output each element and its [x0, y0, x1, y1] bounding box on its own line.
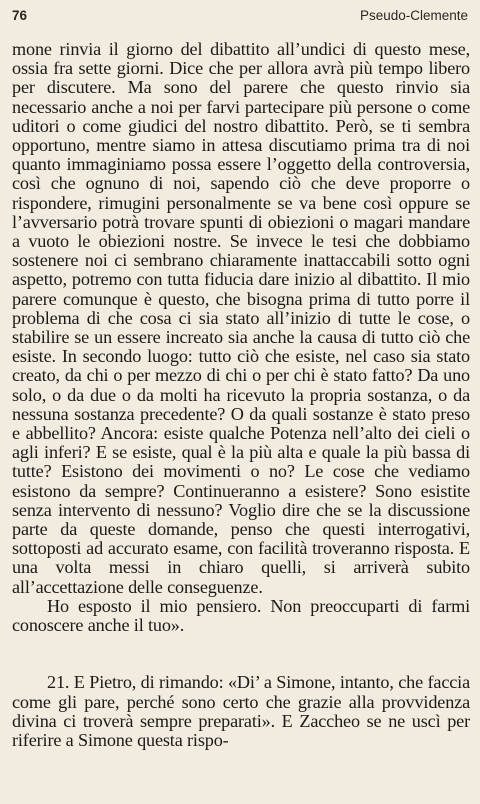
paragraph-closing: Ho esposto il mio pensiero. Non preoccuparti di farmi conoscere anche il tuo». [12, 595, 470, 636]
paragraph-continued: mone rinvia il giorno del dibattito all’undici di questo mese, ossia fra sette giorni. Dice che per allora avrà più tempo libero per discutere. Ma sono del parere che questo rinvio sia necessario anche a noi per farvi partecipare più persone o come uditori o come giudici del nostro dibattito. Però, se ti sembra opportuno, mentre siamo in attesa discutiamo prima tra di noi quanto immaginiamo possa essere l’oggetto della controversia, così che ognuno di noi, sapendo ciò che deve proporre o rispondere, rimugini personalmente se va bene così oppure se l’avversario potrà trovare spunti di obiezioni o magari mandare a vuoto le obiezioni nostre. Se invece le tesi che dobbiamo sostenere noi ci sembrano chiaramente inattaccabili sotto ogni aspetto, potremo con tutta fiducia dare inizio al dibattito. Il mio parere comunque è questo, che bisogna prima di tutto porre il problema di che cosa ci sia stato all’inizio di tutte le cose, o stabilire se un essere increato sia anche la causa di tutto ciò che esiste. In secondo luogo: tutto ciò che esiste, nel caso sia stato creato, da chi o per mezzo di chi o per chi è stato fatto? Da uno solo, o da due o da molti ha ricevuto la propria sostanza, o da nessuna sostanza precedente? O da quali sostanze è stato preso e abbellito? Ancora: esiste qualche Potenza nell’alto dei cieli o agli inferi? E se esiste, qual è la più alta e quale la più bassa di tutte? Esistono dei movimenti o no? Le cose che vediamo esistono da sempre? Continueranno a esistere? Sono esistite senza intervento di nessuno? Voglio dire che se la discussione parte da queste domande, penso che questi interrogativi, sottoposti ad accurato esame, con facilità troveranno risposta. E una volta messi in chiaro quelli, si arriverà subito all’accettazione delle conseguenze. [12, 39, 470, 597]
section-gap [12, 635, 470, 673]
page-number: 76 [12, 8, 28, 23]
running-title: Pseudo-Clemente [359, 8, 468, 23]
body-text [12, 40, 470, 750]
paragraph-section-21: 21. E Pietro, di rimando: «Di’ a Simone, intanto, che faccia come gli pare, perché sono certo che grazie alla provvidenza divina ci troverà sempre preparati». E Zaccheo se ne uscì per riferire a Simone questa rispo- [12, 672, 470, 750]
running-head [12, 0, 470, 40]
